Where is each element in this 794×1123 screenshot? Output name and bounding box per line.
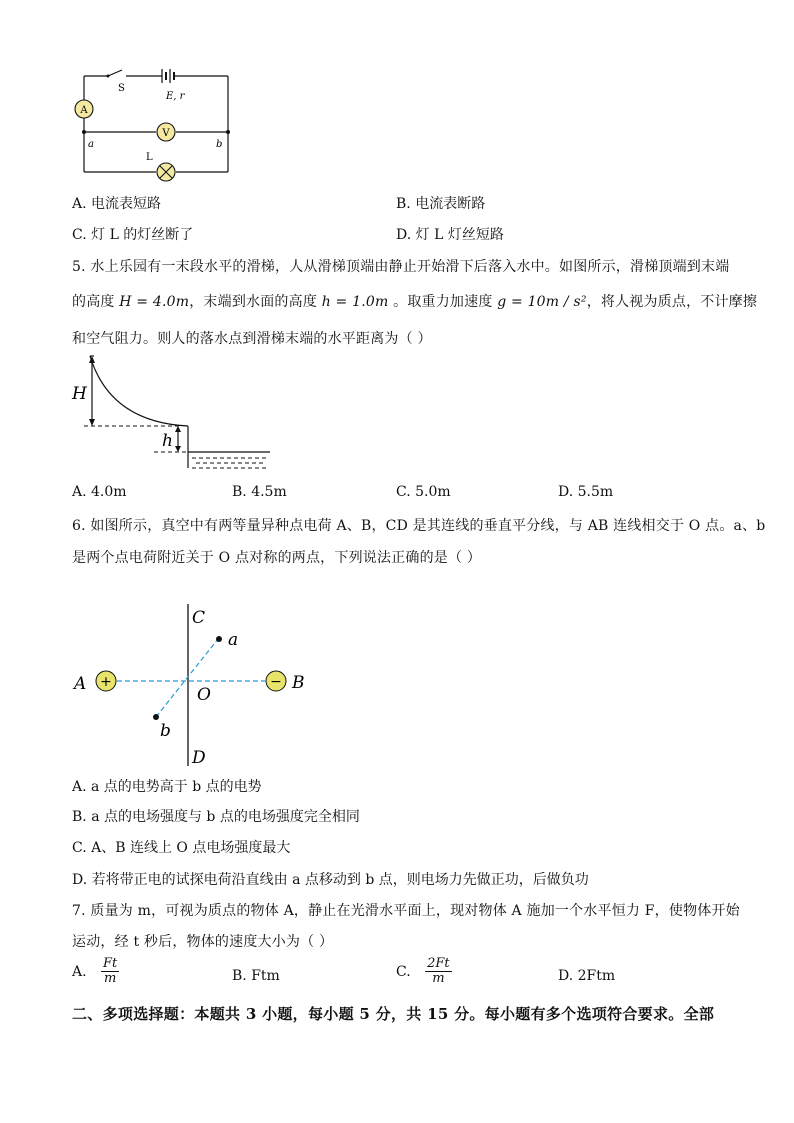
q7-option-d[interactable]: D. 2Ftm bbox=[558, 968, 616, 984]
label-D: D bbox=[192, 748, 206, 768]
q6-option-d[interactable]: D. 若将带正电的试探电荷沿直线由 a 点移动到 b 点，则电场力先做正功，后做负功 bbox=[72, 872, 589, 888]
minus-sign: − bbox=[270, 674, 282, 690]
switch-label: S bbox=[118, 83, 125, 94]
point-a-dot bbox=[216, 636, 222, 642]
q7-option-c-numerator: 2Ft bbox=[427, 956, 450, 971]
q7-option-c-denominator: m bbox=[432, 971, 445, 987]
H-label: H bbox=[72, 384, 87, 404]
label-O: O bbox=[197, 685, 211, 705]
emf-label: E, r bbox=[166, 91, 185, 102]
q6-stem-line1: 6. 如图所示，真空中有两等量异种点电荷 A、B，CD 是其连线的垂直平分线，与 AB 连线相交于 O 点。a、b bbox=[72, 518, 766, 534]
label-a: a bbox=[228, 630, 239, 650]
h-arrow-top bbox=[175, 426, 181, 432]
q5-line2-d: ，将人视为质点，不计摩擦 bbox=[586, 294, 758, 310]
q7-option-a[interactable] bbox=[72, 957, 119, 987]
h-arrow-bottom bbox=[175, 446, 181, 452]
q4-option-b[interactable]: B. 电流表断路 bbox=[396, 196, 486, 212]
node-a-label: a bbox=[88, 139, 94, 150]
q5-line2-c: 。取重力加速度 bbox=[388, 294, 498, 310]
section2-heading: 二、多项选择题：本题共 3 小题，每小题 5 分，共 15 分。每小题有多个选项符合要求。全部 bbox=[72, 1005, 715, 1023]
ab-dashed-line bbox=[156, 639, 218, 717]
charges-diagram bbox=[66, 600, 326, 770]
q6-stem-line2: 是两个点电荷附近关于 O 点对称的两点，下列说法正确的是（ ） bbox=[72, 550, 482, 566]
label-C: C bbox=[192, 608, 206, 628]
q5-height-h: h = 1.0m bbox=[321, 294, 389, 310]
node-a-dot bbox=[82, 130, 86, 134]
q5-stem-line2 bbox=[72, 291, 757, 311]
circuit-diagram bbox=[70, 60, 250, 185]
label-B: B bbox=[292, 673, 305, 693]
q7-option-c-label: C. bbox=[396, 963, 411, 980]
switch-lever bbox=[108, 70, 122, 76]
label-b: b bbox=[160, 721, 171, 741]
lamp-label: L bbox=[146, 152, 153, 163]
h-label: h bbox=[162, 431, 173, 451]
q5-gravity: g = 10m / s² bbox=[497, 294, 587, 310]
point-b-dot bbox=[153, 714, 159, 720]
q7-option-c[interactable] bbox=[396, 957, 452, 987]
slide-diagram bbox=[70, 352, 280, 474]
q5-line2-b: ，末端到水面的高度 bbox=[189, 294, 322, 310]
q7-option-a-numerator: Ft bbox=[103, 956, 118, 971]
plus-sign: + bbox=[100, 674, 112, 690]
q5-line2-a: 的高度 bbox=[72, 294, 120, 310]
q7-stem-line2: 运动，经 t 秒后，物体的速度大小为（ ） bbox=[72, 934, 334, 950]
voltmeter-label: V bbox=[162, 128, 170, 139]
node-b-label: b bbox=[216, 139, 223, 150]
q4-option-a[interactable]: A. 电流表短路 bbox=[72, 196, 162, 212]
q5-option-d[interactable]: D. 5.5m bbox=[558, 484, 614, 500]
q7-option-a-fraction bbox=[101, 957, 119, 987]
q7-option-b[interactable]: B. Ftm bbox=[232, 968, 280, 984]
q6-option-c[interactable]: C. A、B 连线上 O 点电场强度最大 bbox=[72, 840, 291, 856]
q7-option-a-label: A. bbox=[72, 963, 87, 980]
q5-height-H: H = 4.0m bbox=[119, 294, 190, 310]
switch-pivot bbox=[107, 75, 110, 78]
node-b-dot bbox=[226, 130, 230, 134]
H-arrow-bottom bbox=[89, 419, 95, 426]
q4-option-d[interactable]: D. 灯 L 灯丝短路 bbox=[396, 227, 504, 243]
slide-curve bbox=[90, 356, 188, 426]
q5-option-a[interactable]: A. 4.0m bbox=[72, 484, 127, 500]
q7-option-a-denominator: m bbox=[103, 971, 117, 987]
q4-option-c[interactable]: C. 灯 L 的灯丝断了 bbox=[72, 227, 194, 243]
q5-option-b[interactable]: B. 4.5m bbox=[232, 484, 287, 500]
q6-option-a[interactable]: A. a 点的电势高于 b 点的电势 bbox=[72, 779, 262, 795]
q5-stem-line1: 5. 水上乐园有一末段水平的滑梯，人从滑梯顶端由静止开始滑下后落入水中。如图所示，滑梯顶端到末端 bbox=[72, 259, 730, 275]
ammeter-label: A bbox=[80, 105, 88, 116]
label-A: A bbox=[74, 674, 87, 694]
q7-stem-line1: 7. 质量为 m，可视为质点的物体 A，静止在光滑水平面上，现对物体 A 施加一个水平恒力 F，使物体开始 bbox=[72, 903, 740, 919]
q5-stem-line3: 和空气阻力。则人的落水点到滑梯末端的水平距离为（ ） bbox=[72, 331, 432, 347]
q5-option-c[interactable]: C. 5.0m bbox=[396, 484, 451, 500]
q6-option-b[interactable]: B. a 点的电场强度与 b 点的电场强度完全相同 bbox=[72, 809, 360, 825]
q7-option-c-fraction bbox=[425, 957, 452, 987]
